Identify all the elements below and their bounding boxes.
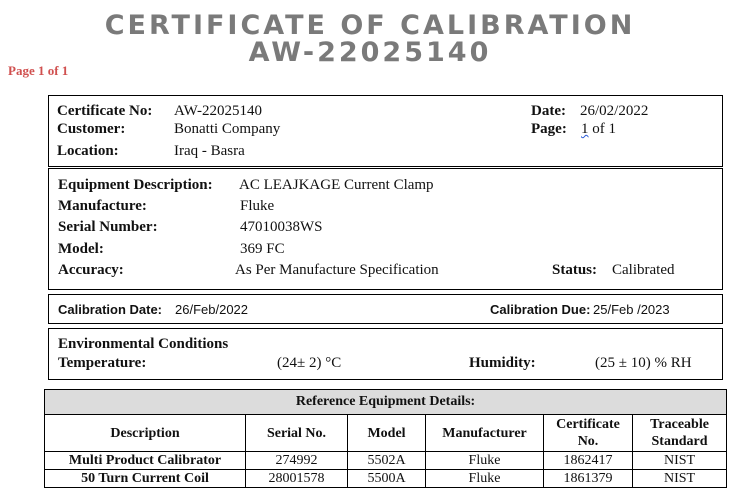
calibration-due-label: Calibration Due: bbox=[490, 302, 591, 317]
column-certificate-line1: Certificate bbox=[556, 417, 620, 432]
reference-equipment-table bbox=[44, 389, 727, 488]
model-label: Model: bbox=[58, 241, 104, 257]
equipment-box bbox=[48, 168, 723, 290]
certificate-info-box bbox=[48, 95, 723, 167]
calibration-dates-box bbox=[48, 294, 723, 324]
row-model: 5500A bbox=[348, 470, 426, 488]
column-model: Model bbox=[348, 415, 426, 452]
temperature-value: (24± 2) °C bbox=[277, 355, 342, 371]
date-value: 26/02/2022 bbox=[580, 103, 649, 119]
humidity-value: (25 ± 10) % RH bbox=[595, 355, 692, 371]
temperature-label: Temperature: bbox=[58, 355, 147, 371]
calibration-date-value: 26/Feb/2022 bbox=[175, 302, 249, 317]
table-row bbox=[45, 470, 727, 488]
date-label: Date: bbox=[531, 103, 566, 119]
serial-number-value: 47010038WS bbox=[240, 219, 323, 235]
status-label: Status: bbox=[552, 262, 598, 278]
column-certificate-line2: No. bbox=[577, 434, 599, 449]
row-serial: 274992 bbox=[246, 452, 348, 470]
location-value: Iraq - Basra bbox=[174, 143, 245, 159]
manufacture-label: Manufacture: bbox=[58, 198, 147, 214]
certificate-no-label: Certificate No: bbox=[57, 103, 153, 119]
page-label: Page: bbox=[531, 121, 567, 137]
row-traceable: NIST bbox=[633, 452, 727, 470]
column-manufacturer: Manufacturer bbox=[426, 415, 544, 452]
column-serial: Serial No. bbox=[246, 415, 348, 452]
page-indicator: Page 1 of 1 bbox=[8, 63, 69, 78]
row-certificate: 1862417 bbox=[544, 452, 633, 470]
certificate-title: CERTIFICATE OF CALIBRATION bbox=[104, 10, 636, 41]
page-value bbox=[581, 120, 616, 138]
environment-box bbox=[48, 328, 723, 380]
status-value: Calibrated bbox=[612, 262, 675, 278]
manufacture-value: Fluke bbox=[240, 198, 275, 214]
page-total: of 1 bbox=[588, 121, 616, 137]
accuracy-label: Accuracy: bbox=[58, 262, 124, 278]
certificate-no-value: AW-22025140 bbox=[174, 103, 262, 119]
page-number: 1 bbox=[581, 121, 589, 137]
location-label: Location: bbox=[57, 143, 119, 159]
customer-value: Bonatti Company bbox=[174, 121, 281, 137]
reference-table-title: Reference Equipment Details: bbox=[45, 390, 727, 415]
equipment-description-value: AC LEAJKAGE Current Clamp bbox=[239, 177, 434, 193]
row-model: 5502A bbox=[348, 452, 426, 470]
accuracy-value: As Per Manufacture Specification bbox=[235, 262, 439, 278]
humidity-label: Humidity: bbox=[469, 355, 536, 371]
serial-number-label: Serial Number: bbox=[58, 219, 158, 235]
certificate-number-title: AW-22025140 bbox=[248, 37, 492, 68]
calibration-date-label: Calibration Date: bbox=[58, 302, 163, 317]
column-traceable bbox=[633, 415, 727, 452]
table-row bbox=[45, 452, 727, 470]
column-traceable-line2: Standard bbox=[651, 434, 708, 449]
environment-heading: Environmental Conditions bbox=[58, 336, 229, 352]
column-description: Description bbox=[45, 415, 246, 452]
model-value: 369 FC bbox=[240, 241, 285, 257]
row-serial: 28001578 bbox=[246, 470, 348, 488]
calibration-due-value: 25/Feb /2023 bbox=[593, 302, 670, 317]
row-traceable: NIST bbox=[633, 470, 727, 488]
row-certificate: 1861379 bbox=[544, 470, 633, 488]
row-manufacturer: Fluke bbox=[426, 452, 544, 470]
equipment-description-label: Equipment Description: bbox=[58, 177, 213, 193]
row-description: 50 Turn Current Coil bbox=[45, 470, 246, 488]
customer-label: Customer: bbox=[57, 121, 126, 137]
row-description: Multi Product Calibrator bbox=[45, 452, 246, 470]
column-certificate bbox=[544, 415, 633, 452]
column-traceable-line1: Traceable bbox=[650, 417, 709, 432]
row-manufacturer: Fluke bbox=[426, 470, 544, 488]
